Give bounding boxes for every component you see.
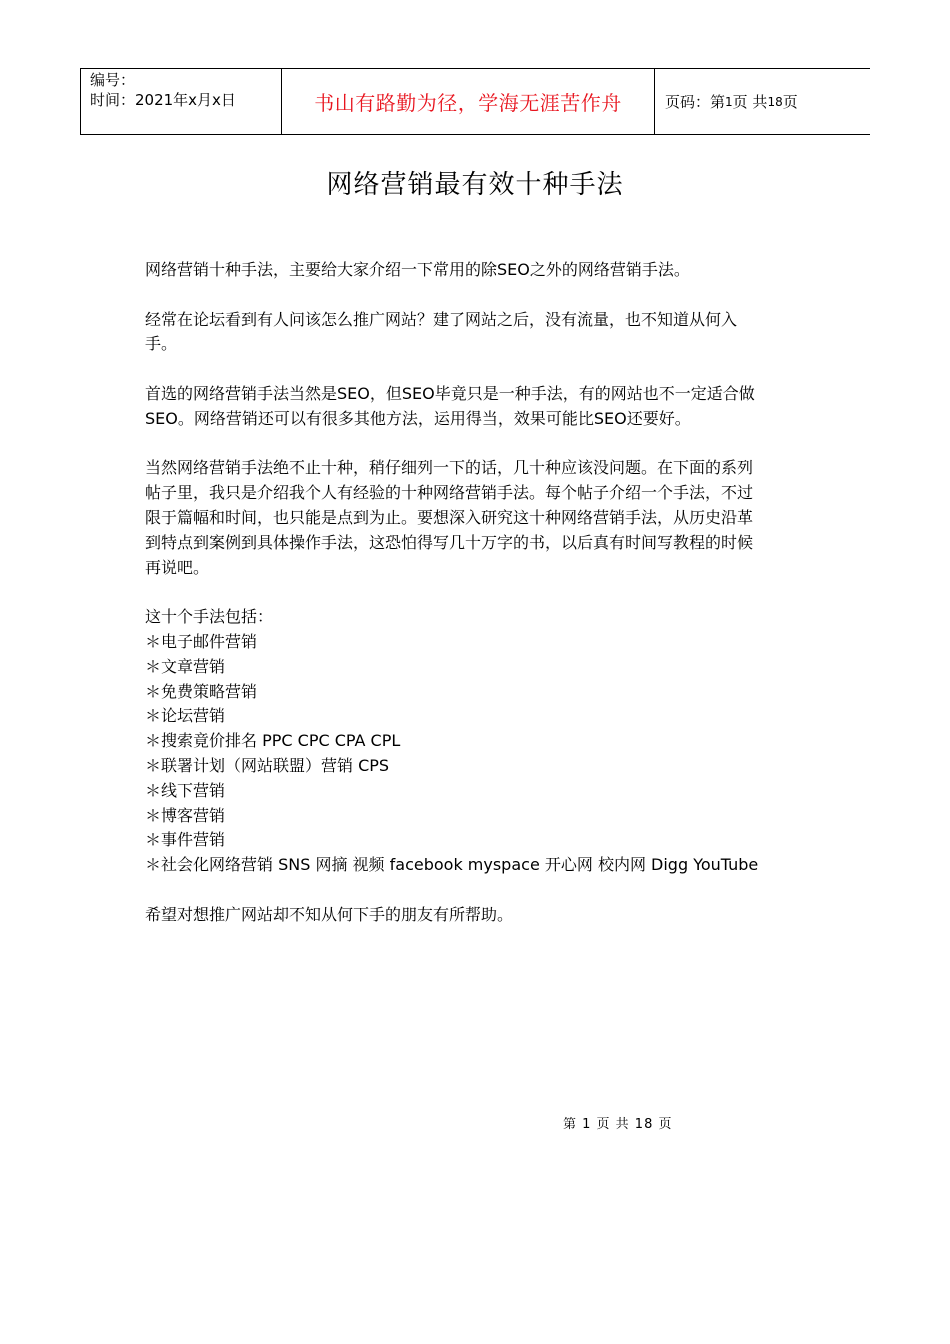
number-label: 编号：: [90, 71, 136, 89]
list-item: ＊博客营销: [145, 805, 226, 825]
list-item: ＊文章营销: [145, 656, 226, 676]
paragraph: 网络营销十种手法，主要给大家介绍一下常用的除SEO之外的网络营销手法。: [145, 260, 690, 279]
list-item: ＊线下营销: [145, 780, 226, 800]
document-body: [145, 258, 760, 952]
page-footer: 第 1 页 共 18 页: [563, 1117, 673, 1132]
paragraph: 经常在论坛看到有人问该怎么推广网站？建了网站之后，没有流量，也不知道从何入手。: [145, 309, 738, 354]
closing-paragraph: 希望对想推广网站却不知从何下手的朋友有所帮助。: [145, 904, 514, 924]
page-total: 18: [767, 94, 783, 109]
time-label: 时间：2021年x月x日: [90, 91, 236, 109]
list-item: ＊论坛营销: [145, 706, 226, 726]
page-current: 1: [725, 94, 733, 109]
list-item: ＊电子邮件营销: [145, 631, 258, 651]
document-header-table: [80, 68, 870, 135]
paragraph: 当然网络营销手法绝不止十种，稍仔细列一下的话，几十种应该没问题。在下面的系列帖子里，我只是介绍我个人有经验的十种网络营销手法。每个帖子介绍一个手法，不过限于篇幅和时间，也只能是点到为止。要想深入研究这十种网络营销手法，从历史沿革到特点到案例到具体操作手法，这恐怕得写几十万字的书，以后真有时间写教程的时候再说吧。: [145, 458, 754, 577]
list-intro: 这十个手法包括：: [145, 607, 274, 627]
page-suffix: 页: [782, 93, 798, 111]
header-meta-cell: [81, 69, 282, 134]
list-item: ＊搜索竟价排名 PPC CPC CPA CPL: [145, 731, 401, 751]
motto-text: 书山有路勤为径，学海无涯苦作舟: [314, 91, 622, 115]
paragraph: 首选的网络营销手法当然是SEO，但SEO毕竟只是一种手法，有的网站也不一定适合做SEO。网络营销还可以有很多其他方法，运用得当，效果可能比SEO还要好。: [145, 383, 755, 428]
list-item: ＊事件营销: [145, 830, 226, 850]
list-item: ＊社会化网络营销 SNS 网摘 视频 facebook myspace 开心网 校内网 Digg YouTube: [145, 855, 759, 875]
header-motto-cell: [282, 69, 655, 134]
list-item: ＊免费策略营销: [145, 681, 258, 701]
page-prefix: 页码：第: [665, 93, 726, 111]
header-page-cell: [655, 69, 870, 134]
page-mid: 页 共: [732, 93, 768, 111]
document-title: 网络营销最有效十种手法: [326, 170, 624, 200]
list-item: ＊联署计划（网站联盟）营销 CPS: [145, 755, 390, 775]
methods-list: [145, 630, 760, 878]
